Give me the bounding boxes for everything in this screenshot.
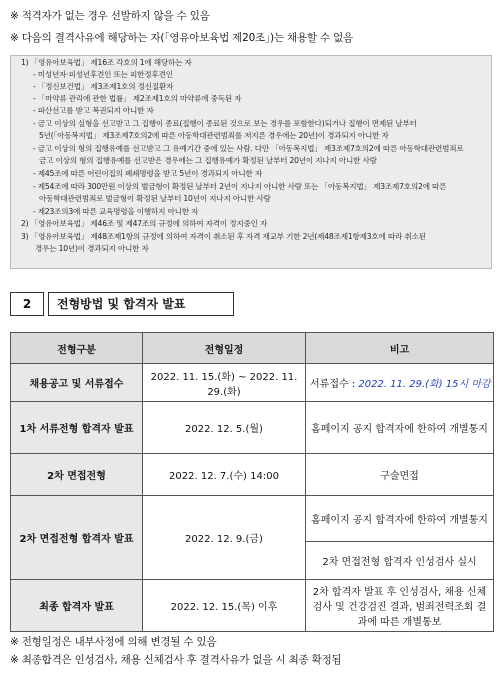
stage-cell: 채용공고 및 서류접수 xyxy=(11,364,143,402)
disq-line: - 제45조에 따른 어린이집의 폐쇄명령을 받고 5년이 경과되지 아니한 자 xyxy=(33,169,263,178)
schedule-table xyxy=(10,332,494,632)
stage-cell: 최종 합격자 발표 xyxy=(11,580,143,632)
header-date: 전형일정 xyxy=(143,333,306,364)
note-cell: 2차 면접전형 합격자 인성검사 실시 xyxy=(306,542,494,580)
date-cell: 2022. 11. 15.(화) ~ 2022. 11. 29.(화) xyxy=(143,364,306,402)
note-disqualification-intro: ※ 다음의 결격사유에 해당하는 자(「영유아보육법 제20조」)는 채용할 수 없음 xyxy=(10,32,353,44)
disq-line: 5년(「아동복지법」 제3조제7호의2에 따른 아동학대관련범죄를 저지른 경우에는 20년)이 경과되지 아니한 자 xyxy=(39,131,389,140)
note-cell xyxy=(306,364,494,402)
note-cell: 구술면접 xyxy=(306,454,494,496)
disq-line: 3) 「영유아보육법」 제48조제1항의 규정에 의하여 자격이 취소된 후 자격 재교부 기한 2년(제48조제1항제3호에 따라 취소된 xyxy=(21,232,426,241)
header-note: 비고 xyxy=(306,333,494,364)
table-header-row xyxy=(11,333,494,364)
disq-line: - 미성년자·피성년후견인 또는 피한정후견인 xyxy=(33,70,173,79)
section-number: 2 xyxy=(10,292,44,316)
header-stage: 전형구분 xyxy=(11,333,143,364)
disq-line: - 「정신보건법」 제3조제1호의 정신질환자 xyxy=(33,82,174,91)
disq-line: - 제54조에 따라 300만원 이상의 벌금형이 확정된 날부터 2년이 지나지 아니한 사람 또는 「아동복지법」 제3조제7호의2에 따른 xyxy=(33,182,447,191)
disq-line: - 제23조의3에 따른 교육명령을 이행하지 아니한 자 xyxy=(33,207,199,216)
disq-line: 1) 「영유아보육법」 제16조 각호의 1에 해당하는 자 xyxy=(21,58,192,67)
disq-line: - 금고 이상의 실형을 선고받고 그 집행이 종료(집행이 종료된 것으로 보는 경우를 포함한다)되거나 집행이 면제된 날부터 xyxy=(33,119,417,128)
table-row xyxy=(11,454,494,496)
date-cell: 2022. 12. 5.(월) xyxy=(143,402,306,454)
note-cell: 홈페이지 공지 합격자에 한하여 개별통지 xyxy=(306,402,494,454)
disq-line: 2) 「영유아보육법」 제46조 및 제47조의 규정에 의하여 자격이 정지중인 자 xyxy=(21,219,268,228)
note-final-confirmation: ※ 최종합격은 인성검사, 채용 신체검사 후 결격사유가 없을 시 최종 확정됨 xyxy=(10,654,342,666)
disq-line: - 「마약류 관리에 관한 법률」 제2조제1호의 마약류에 중독된 자 xyxy=(33,94,242,103)
note-cell: 2차 합격자 발표 후 인성검사, 채용 신체검사 및 건강검진 결과, 범죄전력조회 결과에 따른 개별통보 xyxy=(306,580,494,632)
date-cell: 2022. 12. 7.(수) 14:00 xyxy=(143,454,306,496)
note-label: 서류접수 : xyxy=(310,379,359,390)
note-cell: 홈페이지 공지 합격자에 한하여 개별통지 xyxy=(306,496,494,542)
table-row xyxy=(11,364,494,402)
deadline-highlight: 2022. 11. 29.(화) 15시 마감 xyxy=(358,379,491,390)
note-schedule-change: ※ 전형일정은 내부사정에 의해 변경될 수 있음 xyxy=(10,636,217,648)
date-cell: 2022. 12. 15.(목) 이후 xyxy=(143,580,306,632)
table-row xyxy=(11,402,494,454)
stage-cell: 2차 면접전형 합격자 발표 xyxy=(11,496,143,580)
table-row xyxy=(11,496,494,542)
stage-cell: 2차 면접전형 xyxy=(11,454,143,496)
date-cell: 2022. 12. 9.(금) xyxy=(143,496,306,580)
stage-cell: 1차 서류전형 합격자 발표 xyxy=(11,402,143,454)
section-title: 전형방법 및 합격자 발표 xyxy=(48,292,234,316)
disq-line: - 금고 이상의 형의 집행유예를 선고받고 그 유예기간 중에 있는 사람. 다만 「아동복지법」 제3조제7호의2에 따른 아동학대관련범죄로 xyxy=(33,144,464,153)
disq-line: 경우는 10년)이 경과되지 아니한 자 xyxy=(35,244,149,253)
disqualification-box xyxy=(10,55,492,269)
table-row xyxy=(11,580,494,632)
disq-line: 금고 이상의 형의 집행유예를 선고받은 경우에는 그 집행유예가 확정된 날부터 20년이 지나지 아니한 사람 xyxy=(39,156,377,165)
disq-line: 아동학대관련범죄로 벌금형이 확정된 날부터 10년이 지나지 아니한 사람 xyxy=(39,194,271,203)
disq-line: - 파산선고를 받고 복권되지 아니한 자 xyxy=(33,106,154,115)
note-no-eligible: ※ 적격자가 없는 경우 선발하지 않을 수 있음 xyxy=(10,10,210,22)
